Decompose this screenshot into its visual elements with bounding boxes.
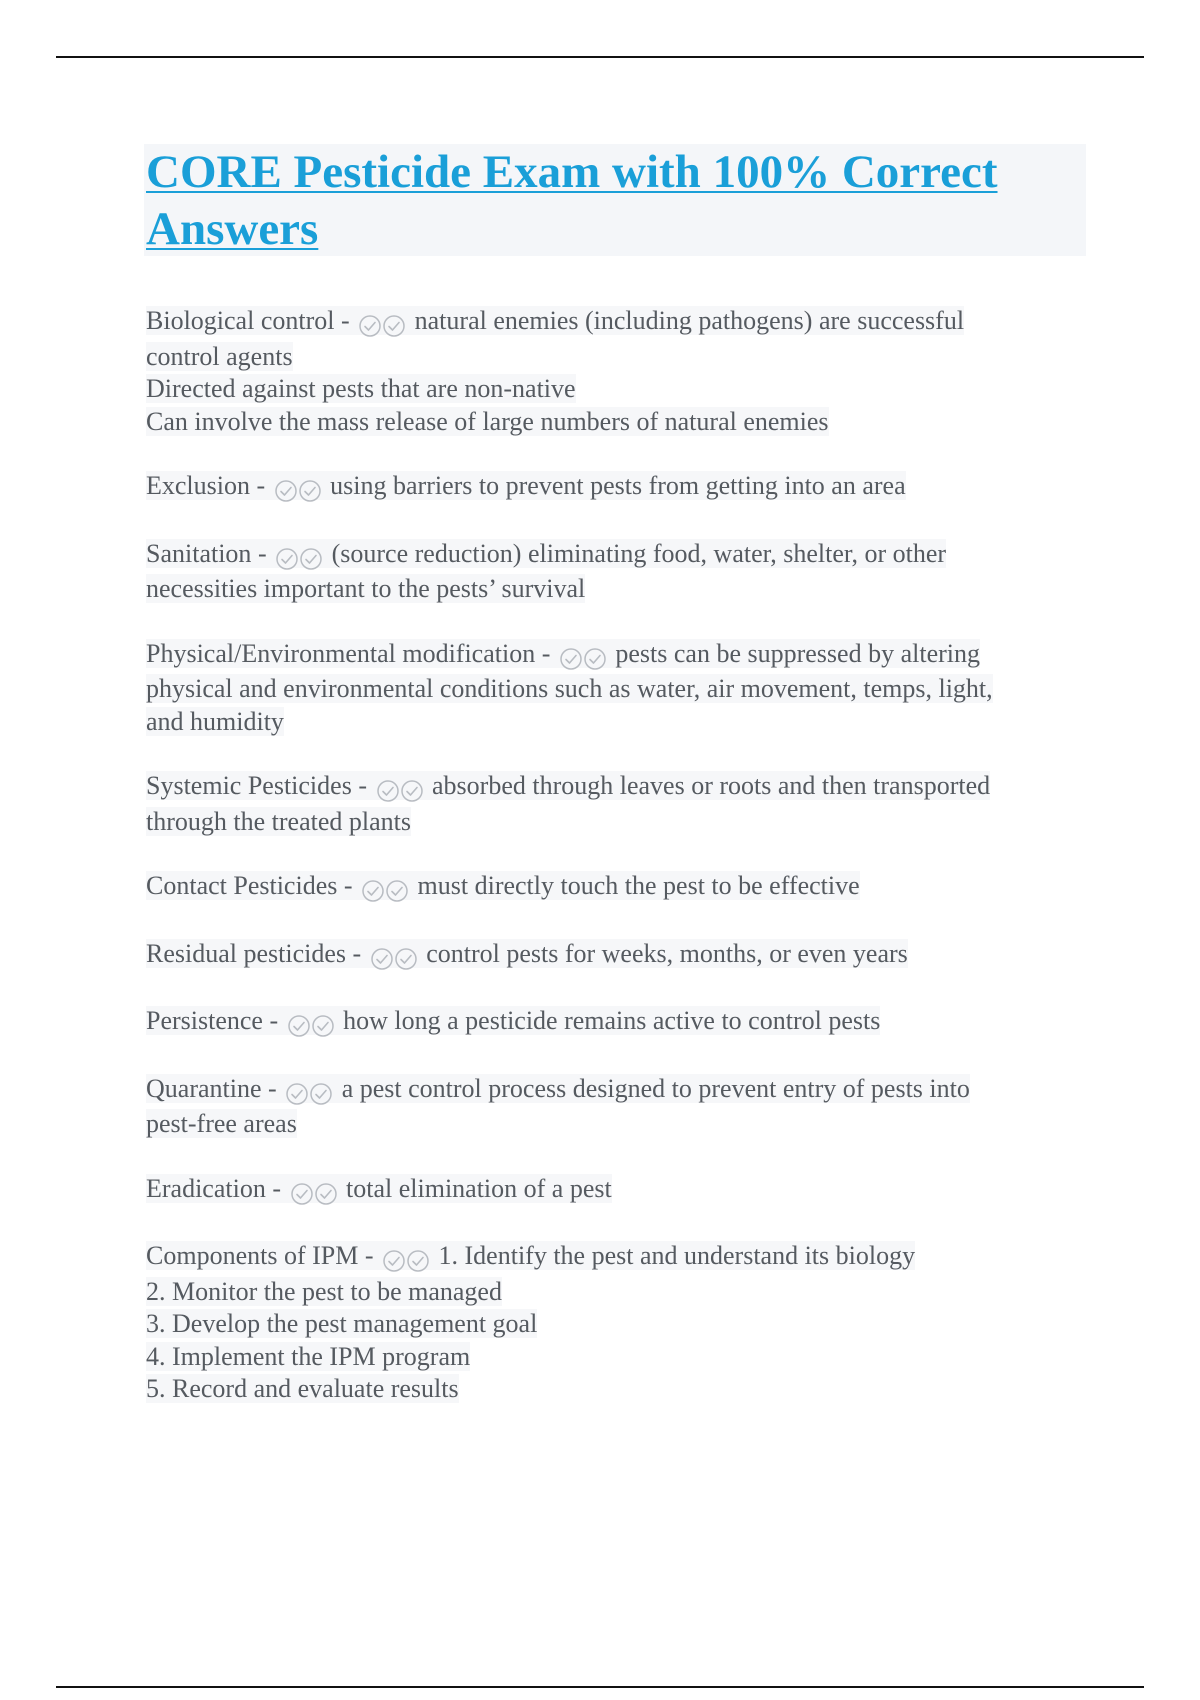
definition-text: using barriers to prevent pests from getting into an area [330,471,906,500]
continuation-text: and humidity [146,706,284,736]
term-label: Components of IPM [146,1241,359,1270]
term-label: Contact Pesticides [146,871,338,900]
double-check-icon [361,873,409,906]
continuation-text: 4. Implement the IPM program [146,1341,471,1371]
line-highlight [146,1006,880,1035]
entry-continuation-line [146,373,1086,406]
qa-entry [146,770,1086,838]
entry-continuation-line [146,1108,1086,1141]
line-highlight [146,1174,612,1203]
continuation-text: 5. Record and evaluate results [146,1374,459,1403]
qa-entry [146,1240,1086,1406]
double-check-icon [285,1076,333,1109]
qa-entry [146,538,1086,606]
double-check-icon [358,308,406,341]
entry-continuation-line [146,1276,1086,1309]
continuation-text: 2. Monitor the pest to be managed [146,1276,502,1306]
continuation-text: Directed against pests that are non-native [146,374,576,403]
term-separator: - [251,538,274,568]
definition-text: total elimination of a pest [346,1173,612,1203]
entry-continuation-line [146,806,1086,839]
line-highlight [146,871,860,900]
entry-continuation-line [146,341,1086,374]
term-separator: - [337,871,360,900]
line-highlight [146,1241,915,1270]
double-check-icon [382,1243,430,1276]
definition-text: must directly touch the pest to be effective [417,871,860,900]
entry-continuation-line [146,1308,1086,1341]
continuation-text: pest-free areas [146,1109,297,1138]
double-check-icon [274,473,322,506]
double-check-icon [290,1176,338,1209]
qa-entry [146,938,1086,974]
double-check-icon [559,641,607,674]
definition-text: pests can be suppressed by altering [615,638,980,668]
term-separator: - [535,638,557,668]
entry-first-line [146,538,1086,574]
entry-first-line [146,1240,1086,1276]
term-label: Physical/Environmental modification [146,638,536,668]
entry-first-line [146,470,1086,506]
qa-entry [146,1073,1086,1141]
entry-continuation-line [146,673,1086,706]
entry-first-line [146,638,1086,674]
qa-entry [146,1005,1086,1041]
term-label: Sanitation [146,538,252,568]
entry-first-line [146,1173,1086,1209]
continuation-text: control agents [146,341,293,371]
bottom-rule [56,1686,1144,1688]
continuation-text: necessities important to the pests’ survival [146,574,586,603]
definition-text: 1. Identify the pest and understand its biology [438,1241,916,1270]
double-check-icon [376,773,424,806]
definition-text: how long a pesticide remains active to control pests [343,1006,881,1035]
term-separator: - [351,771,374,800]
qa-list [146,305,1086,1438]
definition-text: absorbed through leaves or roots and then transported [432,771,991,800]
entry-continuation-line [146,1341,1086,1374]
line-highlight [146,539,946,568]
entry-first-line [146,770,1086,806]
term-label: Exclusion [146,471,250,500]
qa-entry [146,638,1086,739]
double-check-icon [370,941,418,974]
term-label: Residual pesticides [146,938,347,968]
entry-continuation-line [146,706,1086,739]
entry-first-line [146,1073,1086,1109]
line-highlight [146,939,908,968]
definition-text: a pest control process designed to prevent entry of pests into [341,1073,970,1103]
double-check-icon [275,541,323,574]
continuation-text: through the treated plants [146,806,411,836]
continuation-text: 3. Develop the pest management goal [146,1309,538,1338]
definition-text: natural enemies (including pathogens) are successful [414,306,965,335]
continuation-text: Can involve the mass release of large numbers of natural enemies [146,406,829,436]
term-separator: - [346,938,368,968]
entry-first-line [146,1005,1086,1041]
entry-first-line [146,870,1086,906]
page-title[interactable]: CORE Pesticide Exam with 100% Correct Answers [146,146,998,255]
top-rule [56,56,1144,58]
qa-entry [146,870,1086,906]
term-separator: - [358,1241,381,1270]
term-separator: - [334,306,357,335]
line-highlight [146,639,980,668]
line-highlight [146,306,964,335]
entry-continuation-line [146,406,1086,439]
qa-entry [146,470,1086,506]
entry-first-line [146,305,1086,341]
continuation-text: physical and environmental conditions such as water, air movement, temps, light, [146,674,993,703]
line-highlight [146,471,906,500]
term-label: Persistence [146,1006,263,1035]
entry-first-line [146,938,1086,974]
double-check-icon [287,1008,335,1041]
entry-continuation-line [146,1373,1086,1406]
term-separator: - [262,1006,285,1035]
term-label: Eradication [146,1173,266,1203]
line-highlight [146,771,990,800]
term-label: Biological control [146,306,335,335]
term-label: Systemic Pesticides [146,771,352,800]
term-separator: - [261,1073,284,1103]
qa-entry [146,1173,1086,1209]
term-separator: - [265,1173,288,1203]
definition-text: (source reduction) eliminating food, water, shelter, or other [331,538,947,568]
entry-continuation-line [146,573,1086,606]
line-highlight [146,1074,970,1103]
definition-text: control pests for weeks, months, or even years [426,938,908,968]
term-separator: - [250,471,272,500]
qa-entry [146,305,1086,438]
term-label: Quarantine [146,1073,262,1103]
